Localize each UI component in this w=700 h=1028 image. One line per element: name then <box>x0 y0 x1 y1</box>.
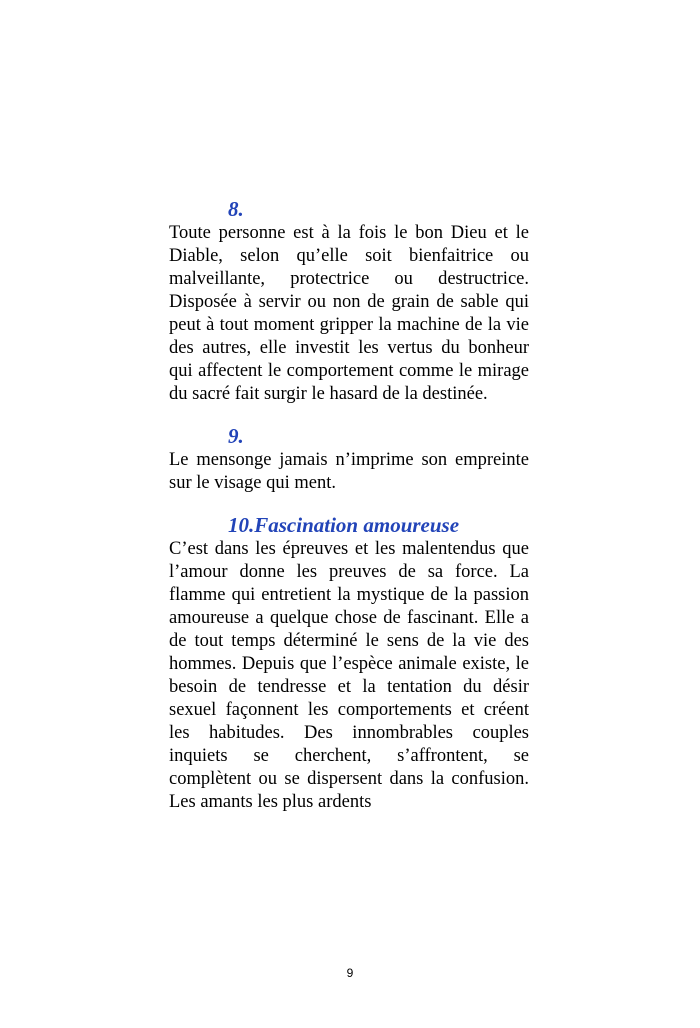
section-8 <box>169 196 529 406</box>
section-9 <box>169 423 529 495</box>
section-heading: 10.Fascination amoureuse <box>228 513 460 537</box>
page-number: 9 <box>346 966 354 980</box>
section-paragraph: Le mensonge jamais n’imprime son empreinte sur le visage qui ment. <box>169 450 529 493</box>
page-content <box>169 196 529 814</box>
section-heading: 9. <box>228 424 244 448</box>
section-heading: 8. <box>228 197 244 221</box>
section-10 <box>169 512 529 814</box>
section-paragraph: C’est dans les épreuves et les malentendus que l’amour donne les preuves de sa force. La flamme qui entretient la mystique de la passion amoureuse a quelque chose de fascinant. Elle a de tout temps déterminé le sens de la vie des hommes. Depuis que l’espèce animale existe, le besoin de tendresse et la tentation du désir sexuel façonnent les comportements et créent les habitudes. Des innombrables couples inquiets se cherchent, s’affrontent, se complètent ou se dispersent dans la confusion. Les amants les plus ardents <box>169 539 529 812</box>
section-paragraph: Toute personne est à la fois le bon Dieu et le Diable, selon qu’elle soit bienfaitrice ou malveillante, protectrice ou destructrice. Disposée à servir ou non de grain de sable qui peut à tout moment gripper la machine de la vie des autres, elle investit les vertus du bonheur qui affectent le comportement comme le mirage du sacré fait surgir le hasard de la destinée. <box>169 223 529 404</box>
